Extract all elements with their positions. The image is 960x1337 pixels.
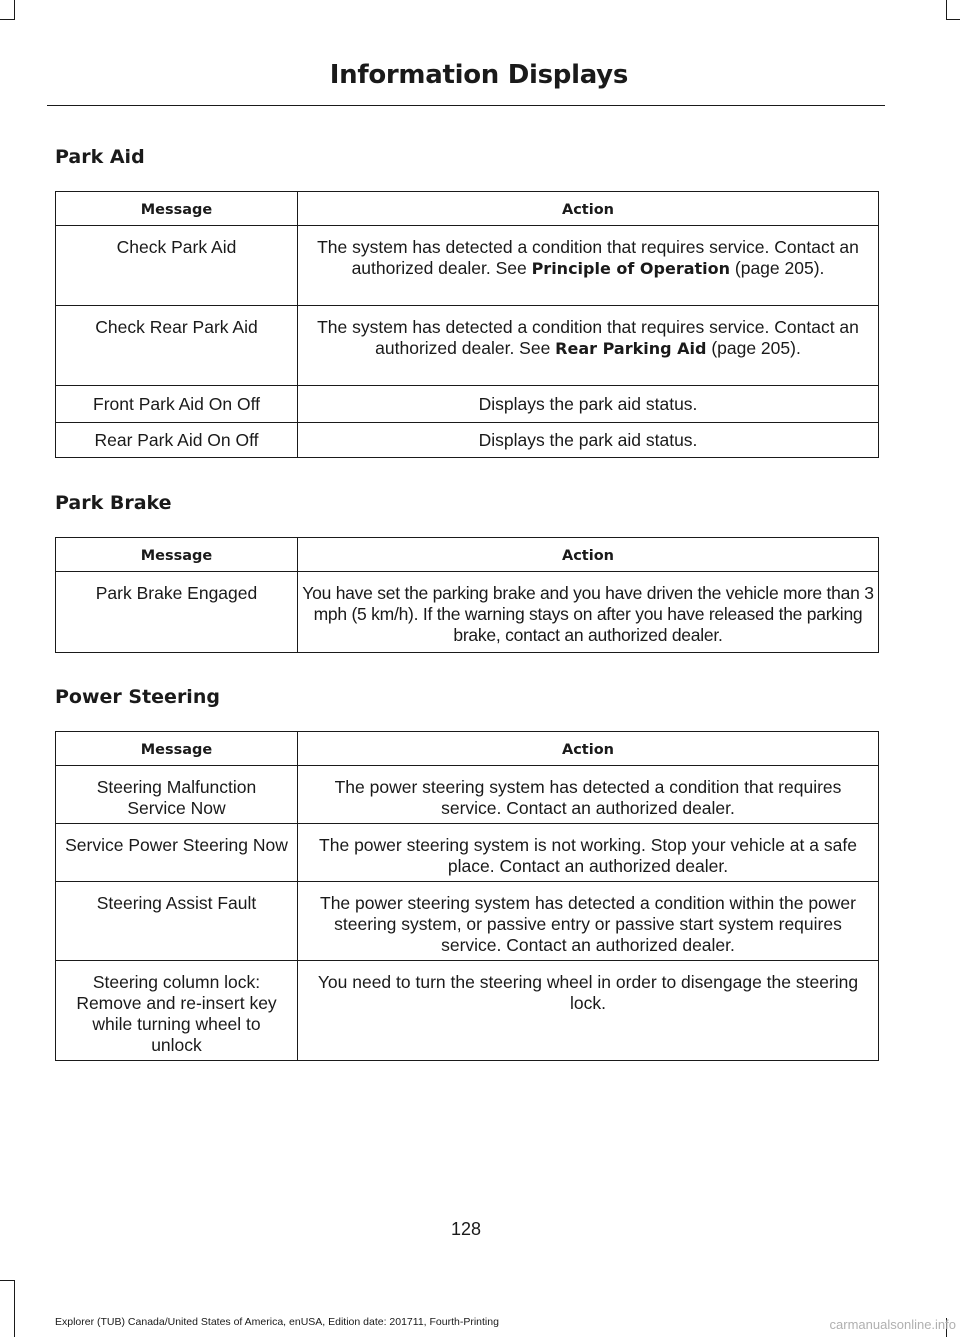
table-row (56, 824, 879, 882)
header-divider (47, 105, 885, 106)
column-header-message: Message (56, 192, 298, 226)
action-cell (298, 306, 879, 386)
section-title-power-steering: Power Steering (55, 686, 220, 708)
table-row (56, 882, 879, 961)
column-header-action: Action (298, 732, 879, 766)
page-number: 128 (450, 1219, 482, 1239)
message-cell: Steering column lock: Remove and re-insert key while turning wheel to unlock (56, 961, 298, 1061)
table-row (56, 572, 879, 653)
section-title-park-aid: Park Aid (55, 146, 145, 168)
table-header-row (56, 732, 879, 766)
column-header-action: Action (298, 192, 879, 226)
action-cell: The power steering system has detected a condition that requires service. Contact an authorized dealer. (298, 766, 879, 824)
action-cell: You have set the parking brake and you have driven the vehicle more than 3 mph (5 km/h). If the warning stays on after you have released the parking brake, contact an authorized dealer. (298, 572, 879, 653)
footer-edition-text: Explorer (TUB) Canada/United States of America, enUSA, Edition date: 201711, Fourth-Printing (55, 1316, 499, 1328)
action-cell: The power steering system is not working. Stop your vehicle at a safe place. Contact an authorized dealer. (298, 824, 879, 882)
cross-reference-link[interactable]: Principle of Operation (531, 259, 731, 278)
table-header-row (56, 192, 879, 226)
action-suffix: (page 205). (730, 258, 825, 278)
crop-mark-top-right-h (946, 19, 960, 20)
action-cell: Displays the park aid status. (298, 386, 879, 423)
action-text: The system has detected a condition that requires service. Contact an authorized dealer. See (317, 237, 859, 278)
column-header-message: Message (56, 538, 298, 572)
watermark: carmanualsonline.info (829, 1317, 956, 1332)
message-cell: Rear Park Aid On Off (56, 423, 298, 458)
table-row (56, 766, 879, 824)
crop-mark-top-right (946, 0, 947, 20)
crop-mark-bottom-left-h (0, 1280, 15, 1281)
column-header-message: Message (56, 732, 298, 766)
action-suffix: (page 205). (706, 338, 801, 358)
crop-mark-bottom-left (14, 1280, 15, 1337)
table-row (56, 306, 879, 386)
message-cell: Steering Assist Fault (56, 882, 298, 961)
action-cell (298, 226, 879, 306)
message-cell: Steering Malfunction Service Now (56, 766, 298, 824)
table-header-row (56, 538, 879, 572)
page-header-title: Information Displays (329, 60, 628, 90)
message-cell: Check Rear Park Aid (56, 306, 298, 386)
column-header-action: Action (298, 538, 879, 572)
power-steering-table (55, 731, 879, 1061)
crop-mark-top-left-h (0, 19, 15, 20)
crop-mark-top-left (14, 0, 15, 20)
table-row (56, 961, 879, 1061)
action-cell: You need to turn the steering wheel in order to disengage the steering lock. (298, 961, 879, 1061)
action-text: The system has detected a condition that requires service. Contact an authorized dealer. See (317, 317, 859, 358)
action-cell: Displays the park aid status. (298, 423, 879, 458)
message-cell: Front Park Aid On Off (56, 386, 298, 423)
message-cell: Park Brake Engaged (56, 572, 298, 653)
cross-reference-link[interactable]: Rear Parking Aid (555, 339, 707, 358)
message-cell: Service Power Steering Now (56, 824, 298, 882)
park-brake-table (55, 537, 879, 653)
table-row (56, 386, 879, 423)
message-cell: Check Park Aid (56, 226, 298, 306)
action-cell: The power steering system has detected a condition within the power steering system, or passive entry or passive start system requires service. Contact an authorized dealer. (298, 882, 879, 961)
park-aid-table (55, 191, 879, 458)
section-title-park-brake: Park Brake (55, 492, 172, 514)
table-row (56, 423, 879, 458)
table-row (56, 226, 879, 306)
